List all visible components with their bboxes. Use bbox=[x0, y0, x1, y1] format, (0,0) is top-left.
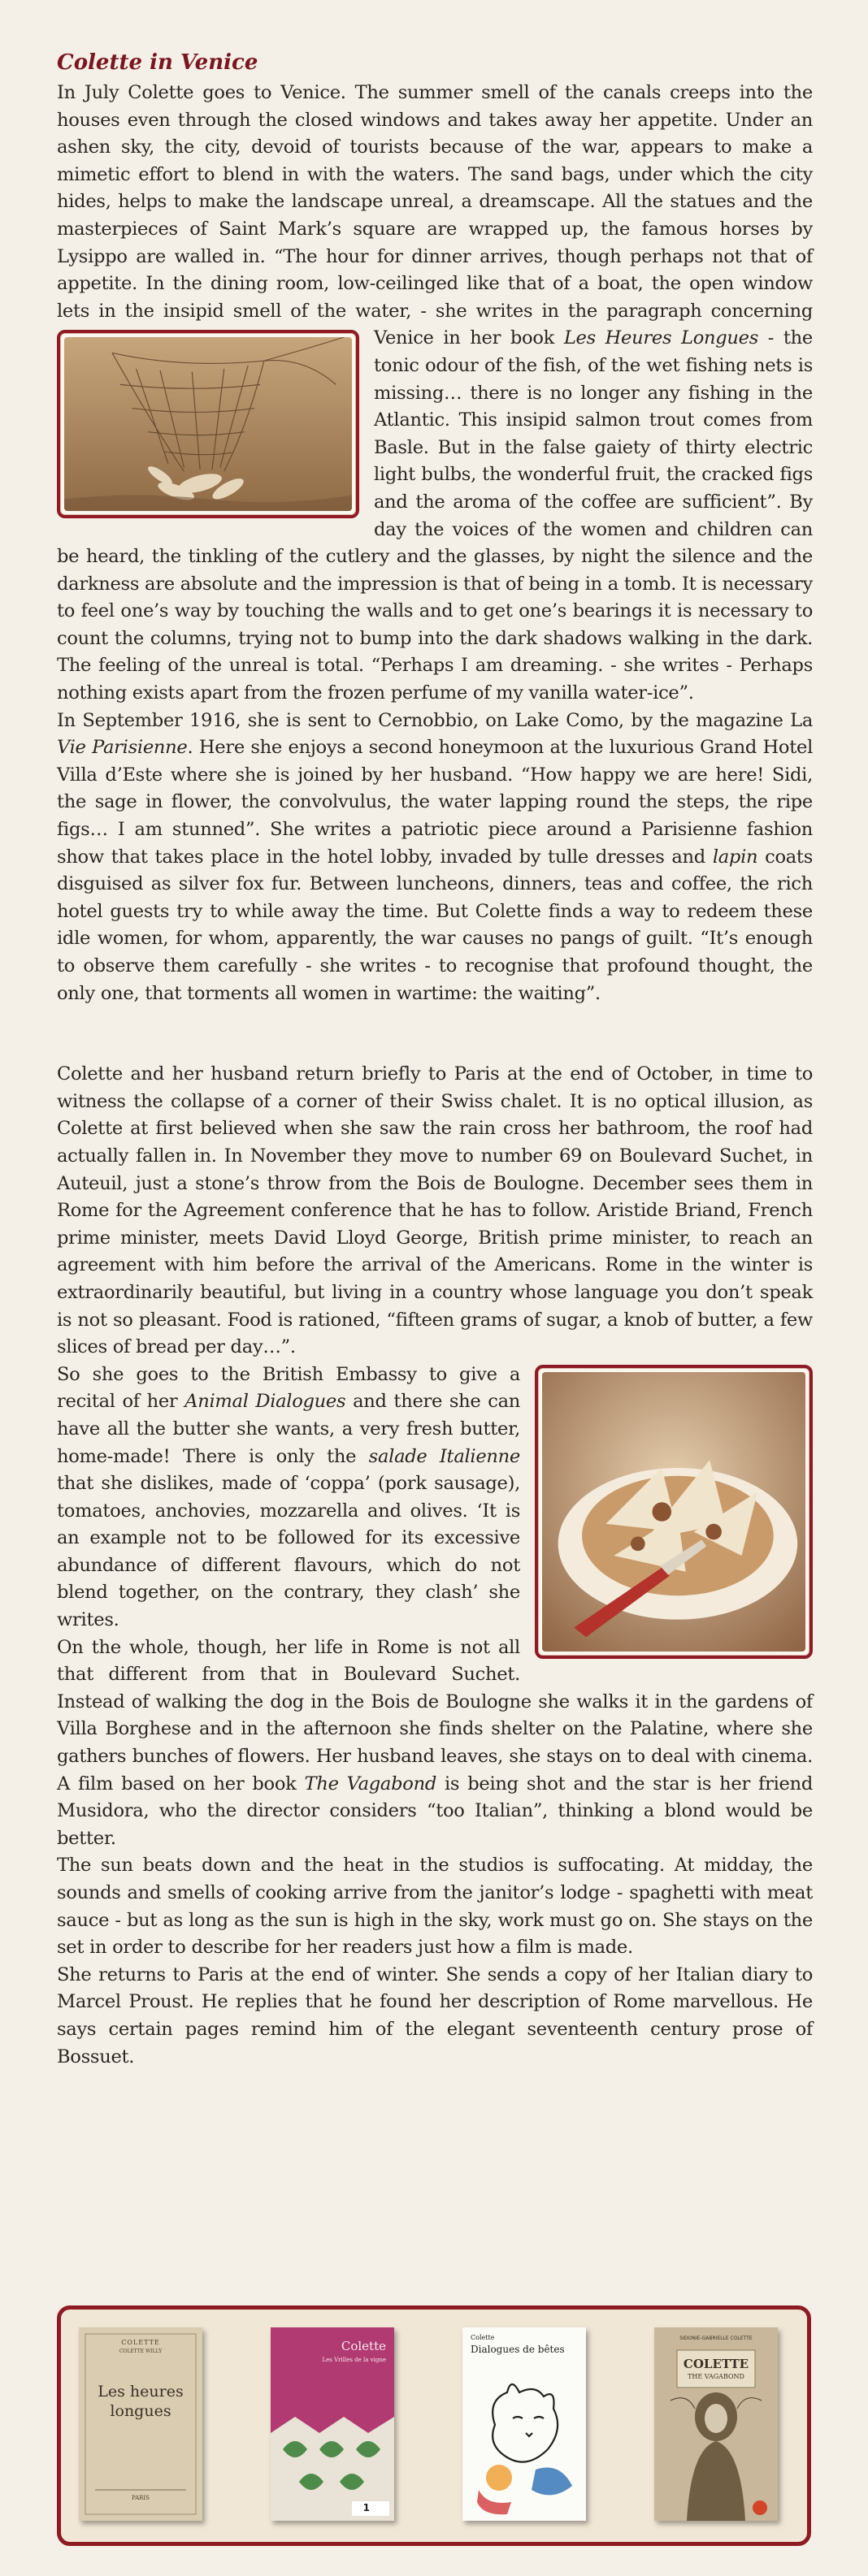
italic-word-lapin: lapin bbox=[712, 846, 758, 868]
paragraph-paris-rome bbox=[57, 1061, 813, 1362]
text-span: In September 1916, she is sent to Cernobbio, on Lake Como, by the magazine La bbox=[57, 709, 813, 731]
book1-subtitle: COLETTE WILLY bbox=[119, 2349, 163, 2354]
paragraph-return-paris: She returns to Paris at the end of winter. She sends a copy of her Italian diary to Marcel Proust. He replies that he found her description of Rome marvellous. He says certain pages remind him of the elegant seventeenth century prose of Bossuet. bbox=[57, 1963, 813, 2067]
text-span: So she goes to the British Embassy to give a recital of her bbox=[57, 1363, 520, 1413]
fishing-net-image-frame bbox=[57, 330, 359, 518]
paragraph-venice bbox=[57, 80, 813, 708]
text-span: On the whole, though, her life in Rome is not all that different from that in Boulevard Suchet. Instead of walking the dog in the Bois de Boulogne she walks it in the gardens of Villa Borghese and in the afternoon she finds shelter on the Palatine, where she gathers bunches of flowers. Her husband leaves, she stays on to deal with cinema. A film based on her book bbox=[57, 1636, 813, 1795]
fishing-net-image bbox=[64, 337, 352, 511]
book1-title-line1: Les heures bbox=[98, 2383, 184, 2401]
book1-title-line2: longues bbox=[110, 2402, 171, 2420]
text-span: that she dislikes, made of ‘coppa’ (pork sausage), tomatoes, anchovies, mozzarella and olives. ‘It is an example not to be followed for its excessive abundance of different flavours, which do not blend together, on the contrary, they clash’ she writes. bbox=[57, 1473, 520, 1631]
text-span: and there she can have all the butter she wants, a very fresh butter, home-made! There is only the bbox=[57, 1391, 521, 1467]
book-title-les-heures-longues: Les Heures Longues bbox=[563, 327, 759, 349]
section-gap bbox=[57, 1007, 813, 1061]
book-cover-the-vagabond bbox=[654, 2327, 778, 2521]
fishing-net-photo-icon bbox=[64, 337, 352, 511]
book-cover-les-heures-longues bbox=[79, 2327, 202, 2521]
book-covers-panel bbox=[57, 2305, 811, 2546]
salad-photo-icon bbox=[542, 1372, 805, 1652]
text-span: coats disguised as silver fox fur. Between luncheons, dinners, teas and coffee, the rich hotel guests try to while away the time. But Colette finds a way to redeem these idle women, for whom, apparently, the war causes no pangs of guilt. “It’s enough to observe them carefully - she writes - to recognise that profound thought, the only one, that torments all women in wartime: the waiting”. bbox=[57, 846, 813, 1004]
book-cover-dialogues-de-betes bbox=[462, 2327, 586, 2521]
text-span: In July Colette goes to Venice. The summer smell of the canals creeps into the houses even through the closed windows and takes away her appetite. Under an ashen sky, the city, devoid of tourists because of the war, appears to make a mimetic effort to blend in with the waters. The sand bags, under which the city hides, helps to make the landscape unreal, a dreamscape. All the statues and the masterpieces of Saint Mark’s square are wrapped up, the famous horses by Lysippo are walled in. “The hour for dinner arrives, though perhaps not that of appetite. In the dining room, low-ceilinged like that of a boat, the open window lets in the insipid smell of the water, - she writes in the paragraph concerning Venice in her book bbox=[57, 82, 813, 349]
magazine-title: Vie Parisienne bbox=[57, 737, 188, 759]
italic-salade-italienne: salade Italienne bbox=[368, 1445, 521, 1467]
book4-title-line2: THE VAGABOND bbox=[688, 2373, 744, 2380]
text-span: . Here she enjoys a second honeymoon at the luxurious Grand Hotel Villa d’Este where she is joined by her husband. “How happy we are here! Sidi, the sage in flower, the convolvulus, the water lapping round the steps, the ripe figs… I am stunned”. She writes a patriotic piece around a Parisienne fashion show that takes place in the hotel lobby, invaded by tulle dresses and bbox=[57, 737, 813, 868]
book2-subtitle: Les Vrilles de la vigne bbox=[322, 2357, 386, 2363]
book3-title: Dialogues de bêtes bbox=[471, 2344, 565, 2355]
article-title: Colette in Venice bbox=[57, 50, 258, 75]
book3-author: Colette bbox=[471, 2334, 495, 2341]
article-body bbox=[57, 80, 813, 2071]
paragraph-rome-life bbox=[57, 1634, 813, 1853]
book-title-the-vagabond: The Vagabond bbox=[304, 1773, 436, 1795]
paragraph-cernobbio bbox=[57, 708, 813, 1008]
text-span: is being shot and the star is her friend Musidora, who the director considers “too Italian”, thinking a blond would be better. bbox=[57, 1773, 813, 1849]
book2-title: Colette bbox=[341, 2339, 386, 2353]
book2-badge: 1 bbox=[362, 2502, 370, 2513]
paragraph-studio: The sun beats down and the heat in the studios is suffocating. At midday, the sounds and smells of cooking arrive from the janitor’s lodge - spaghetti with meat sauce - but as long as the sun is high in the sky, work must go on. She stays on the set in order to describe for her readers just how a film is made. bbox=[57, 1855, 813, 1959]
text-span: Colette and her husband return briefly to Paris at the end of October, in time to witness the collapse of a corner of their Swiss chalet. It is no optical illusion, as Colette at first believed when she saw the rain cross her bathroom, the roof had actually fallen in. In November they move to number 69 on Boulevard Suchet, in Auteuil, just a stone’s throw from the Bois de Boulogne. December sees them in Rome for the Agreement conference that he has to follow. Aristide Briand, French prime minister, meets David Lloyd George, British prime minister, to reach an agreement with him before the arrival of the Americans. Rome in the winter is extraordinarily beautiful, but living in a country whose language you don’t speak is not so pleasant. Food is rationed, “fifteen grams of sugar, a knob of butter, a few slices of bread per day…”. bbox=[57, 1063, 813, 1358]
salad-image bbox=[542, 1372, 805, 1652]
text-span: - the tonic odour of the fish, of the wet fishing nets is missing… there is no longer any fishing in the Atlantic. This insipid salmon trout comes from Basle. But in the false gaiety of thirty electric light bulbs, the wonderful fruit, the cracked figs and the aroma of the coffee are sufficient”. By day the voices of the women and children can be heard, the tinkling of the cutlery and the glasses, by night the silence and the darkness are absolute and the impression is that of being in a tomb. It is necessary to feel one’s way by touching the walls and to get one’s bearings it is necessary to count the columns, trying not to bump into the dark shadows walking in the dark. The feeling of the unreal is total. “Perhaps I am dreaming. - she writes - Perhaps nothing exists apart from the frozen perfume of my vanilla water-ice”. bbox=[57, 327, 813, 704]
book4-title-line1: COLETTE bbox=[683, 2357, 749, 2371]
book-cover-les-vrilles bbox=[271, 2327, 394, 2521]
book-title-animal-dialogues: Animal Dialogues bbox=[184, 1391, 346, 1413]
salad-image-frame bbox=[535, 1365, 813, 1659]
book1-author: COLETTE bbox=[121, 2339, 160, 2346]
book1-publisher: PARIS bbox=[132, 2495, 150, 2501]
book4-author: SIDONIE-GABRIELLE COLETTE bbox=[679, 2336, 753, 2341]
